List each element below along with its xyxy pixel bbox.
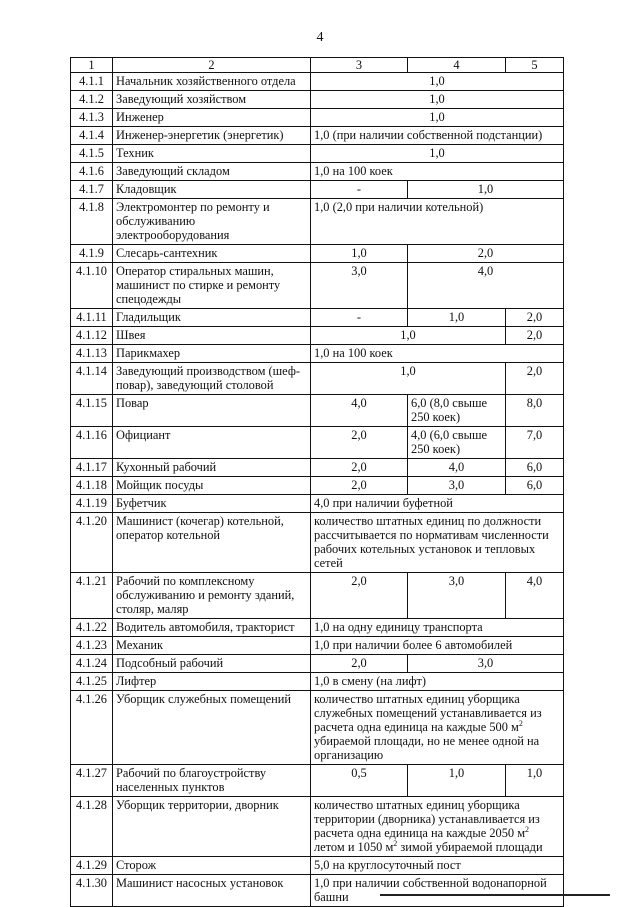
table-row xyxy=(71,245,564,263)
table-row xyxy=(71,163,564,181)
row-number: 4.1.25 xyxy=(71,673,113,691)
norm-value: 4,0 при наличии буфетной xyxy=(311,495,564,513)
norm-value: 1,0 в смену (на лифт) xyxy=(311,673,564,691)
superscript: 2 xyxy=(393,838,398,848)
table-row xyxy=(71,637,564,655)
norm-value-col4: 4,0 (6,0 свыше 250 коек) xyxy=(408,427,506,459)
table-row xyxy=(71,145,564,163)
norm-value-col45: 1,0 xyxy=(408,181,564,199)
position-name: Машинист (кочегар) котельной, оператор котельной xyxy=(113,513,311,573)
table-row xyxy=(71,513,564,573)
norm-value-col5: 8,0 xyxy=(506,395,564,427)
position-name: Машинист насосных установок xyxy=(113,875,311,907)
norm-value: 1,0 при наличии более 6 автомобилей xyxy=(311,637,564,655)
norm-value-col3: 1,0 xyxy=(311,245,408,263)
norm-value-col45: 4,0 xyxy=(408,263,564,309)
table-row xyxy=(71,181,564,199)
row-number: 4.1.2 xyxy=(71,91,113,109)
norm-value: 1,0 (2,0 при наличии котельной) xyxy=(311,199,564,245)
table-row xyxy=(71,655,564,673)
position-name: Официант xyxy=(113,427,311,459)
position-name: Водитель автомобиля, тракторист xyxy=(113,619,311,637)
norm-value-col5: 6,0 xyxy=(506,477,564,495)
table-row xyxy=(71,73,564,91)
table-row xyxy=(71,875,564,907)
norm-value xyxy=(311,797,564,857)
norm-value-col3: 2,0 xyxy=(311,427,408,459)
norm-value-col4: 6,0 (8,0 свыше 250 коек) xyxy=(408,395,506,427)
staffing-norms-table xyxy=(70,57,564,907)
norm-value: 1,0 при наличии собственной водонапорной башни xyxy=(311,875,564,907)
norm-text: летом и 1050 м xyxy=(314,840,394,854)
table-row xyxy=(71,309,564,327)
norm-value: 1,0 на 100 коек xyxy=(311,345,564,363)
position-name: Повар xyxy=(113,395,311,427)
row-number: 4.1.7 xyxy=(71,181,113,199)
position-name: Заведующий складом xyxy=(113,163,311,181)
row-number: 4.1.23 xyxy=(71,637,113,655)
row-number: 4.1.11 xyxy=(71,309,113,327)
norm-value-col4: 1,0 xyxy=(408,309,506,327)
position-name: Парикмахер xyxy=(113,345,311,363)
norm-text: количество штатных единиц уборщика служебных помещений устанавливается из расчета одна единица на каждые 500 м xyxy=(314,692,542,734)
table-row xyxy=(71,363,564,395)
row-number: 4.1.26 xyxy=(71,691,113,765)
header-cell: 3 xyxy=(311,58,408,73)
header-cell: 2 xyxy=(113,58,311,73)
norm-value: 5,0 на круглосуточный пост xyxy=(311,857,564,875)
norm-value: 1,0 xyxy=(311,145,564,163)
position-name: Инженер-энергетик (энергетик) xyxy=(113,127,311,145)
position-name: Гладильщик xyxy=(113,309,311,327)
norm-value-col3: 0,5 xyxy=(311,765,408,797)
position-name: Швея xyxy=(113,327,311,345)
position-name: Заведующий производством (шеф-повар), заведующий столовой xyxy=(113,363,311,395)
norm-value-col3: 4,0 xyxy=(311,395,408,427)
table-row xyxy=(71,797,564,857)
position-name: Инженер xyxy=(113,109,311,127)
norm-value: 1,0 на 100 коек xyxy=(311,163,564,181)
position-name: Буфетчик xyxy=(113,495,311,513)
norm-value: 1,0 (при наличии собственной подстанции) xyxy=(311,127,564,145)
row-number: 4.1.20 xyxy=(71,513,113,573)
norm-value: количество штатных единиц по должности рассчитывается по нормативам численности рабочих котельных установок и тепловых сетей xyxy=(311,513,564,573)
norm-value: 1,0 xyxy=(311,73,564,91)
row-number: 4.1.17 xyxy=(71,459,113,477)
position-name: Механик xyxy=(113,637,311,655)
table-row xyxy=(71,91,564,109)
row-number: 4.1.4 xyxy=(71,127,113,145)
position-name: Начальник хозяйственного отдела xyxy=(113,73,311,91)
row-number: 4.1.16 xyxy=(71,427,113,459)
norm-value-col3: 2,0 xyxy=(311,573,408,619)
position-name: Подсобный рабочий xyxy=(113,655,311,673)
header-cell: 4 xyxy=(408,58,506,73)
superscript: 2 xyxy=(525,824,530,834)
position-name: Электромонтер по ремонту и обслуживанию электрооборудования xyxy=(113,199,311,245)
table-row xyxy=(71,127,564,145)
position-name: Уборщик служебных помещений xyxy=(113,691,311,765)
table-row xyxy=(71,345,564,363)
norm-value-col45: 2,0 xyxy=(408,245,564,263)
row-number: 4.1.24 xyxy=(71,655,113,673)
norm-value: 1,0 xyxy=(311,109,564,127)
header-cell: 1 xyxy=(71,58,113,73)
row-number: 4.1.6 xyxy=(71,163,113,181)
row-number: 4.1.10 xyxy=(71,263,113,309)
footer-rule xyxy=(380,894,610,896)
row-number: 4.1.15 xyxy=(71,395,113,427)
norm-value xyxy=(311,691,564,765)
position-name: Мойщик посуды xyxy=(113,477,311,495)
norm-value-col5: 7,0 xyxy=(506,427,564,459)
table-row xyxy=(71,327,564,345)
norm-value-col4: 4,0 xyxy=(408,459,506,477)
table-row xyxy=(71,477,564,495)
table-row xyxy=(71,427,564,459)
row-number: 4.1.8 xyxy=(71,199,113,245)
row-number: 4.1.12 xyxy=(71,327,113,345)
norm-value-col5: 4,0 xyxy=(506,573,564,619)
norm-value-col5: 2,0 xyxy=(506,327,564,345)
norm-value-col34: 1,0 xyxy=(311,363,506,395)
norm-value-col3: 2,0 xyxy=(311,459,408,477)
row-number: 4.1.18 xyxy=(71,477,113,495)
position-name: Сторож xyxy=(113,857,311,875)
position-name: Уборщик территории, дворник xyxy=(113,797,311,857)
table-row xyxy=(71,263,564,309)
table-row xyxy=(71,765,564,797)
norm-value-col3: - xyxy=(311,181,408,199)
row-number: 4.1.14 xyxy=(71,363,113,395)
norm-value: 1,0 на одну единицу транспорта xyxy=(311,619,564,637)
position-name: Кухонный рабочий xyxy=(113,459,311,477)
table-row xyxy=(71,395,564,427)
row-number: 4.1.29 xyxy=(71,857,113,875)
row-number: 4.1.1 xyxy=(71,73,113,91)
norm-value-col3: 3,0 xyxy=(311,263,408,309)
header-cell: 5 xyxy=(506,58,564,73)
position-name: Техник xyxy=(113,145,311,163)
norm-value-col5: 2,0 xyxy=(506,363,564,395)
table-row xyxy=(71,109,564,127)
position-name: Рабочий по благоустройству населенных пунктов xyxy=(113,765,311,797)
table-row xyxy=(71,199,564,245)
row-number: 4.1.28 xyxy=(71,797,113,857)
page-number: 4 xyxy=(316,30,324,45)
norm-value: 1,0 xyxy=(311,91,564,109)
row-number: 4.1.30 xyxy=(71,875,113,907)
row-number: 4.1.21 xyxy=(71,573,113,619)
table-row xyxy=(71,619,564,637)
table-row xyxy=(71,857,564,875)
norm-value-col5: 2,0 xyxy=(506,309,564,327)
norm-value-col4: 1,0 xyxy=(408,765,506,797)
table-row xyxy=(71,673,564,691)
norm-value-col4: 3,0 xyxy=(408,477,506,495)
position-name: Заведующий хозяйством xyxy=(113,91,311,109)
position-name: Слесарь-сантехник xyxy=(113,245,311,263)
table-row xyxy=(71,573,564,619)
row-number: 4.1.5 xyxy=(71,145,113,163)
table-row xyxy=(71,459,564,477)
row-number: 4.1.19 xyxy=(71,495,113,513)
norm-value-col3: 2,0 xyxy=(311,477,408,495)
row-number: 4.1.22 xyxy=(71,619,113,637)
norm-value-col4: 3,0 xyxy=(408,573,506,619)
norm-value-col45: 3,0 xyxy=(408,655,564,673)
position-name: Лифтер xyxy=(113,673,311,691)
row-number: 4.1.13 xyxy=(71,345,113,363)
position-name: Кладовщик xyxy=(113,181,311,199)
table-row xyxy=(71,495,564,513)
row-number: 4.1.3 xyxy=(71,109,113,127)
norm-value-col5: 1,0 xyxy=(506,765,564,797)
position-name: Оператор стиральных машин, машинист по стирке и ремонту спецодежды xyxy=(113,263,311,309)
norm-text: количество штатных единиц уборщика территории (дворника) устанавливается из расчета одна единица на каждые 2050 м xyxy=(314,798,540,840)
row-number: 4.1.27 xyxy=(71,765,113,797)
table-header-row xyxy=(71,58,564,73)
norm-value-col34: 1,0 xyxy=(311,327,506,345)
norm-text: убираемой площади, но не менее одной на организацию xyxy=(314,734,540,762)
position-name: Рабочий по комплексному обслуживанию и ремонту зданий, столяр, маляр xyxy=(113,573,311,619)
superscript: 2 xyxy=(518,718,523,728)
row-number: 4.1.9 xyxy=(71,245,113,263)
norm-value-col3: 2,0 xyxy=(311,655,408,673)
norm-value-col5: 6,0 xyxy=(506,459,564,477)
norm-text: зимой убираемой площади xyxy=(397,840,543,854)
norm-value-col3: - xyxy=(311,309,408,327)
table-row xyxy=(71,691,564,765)
